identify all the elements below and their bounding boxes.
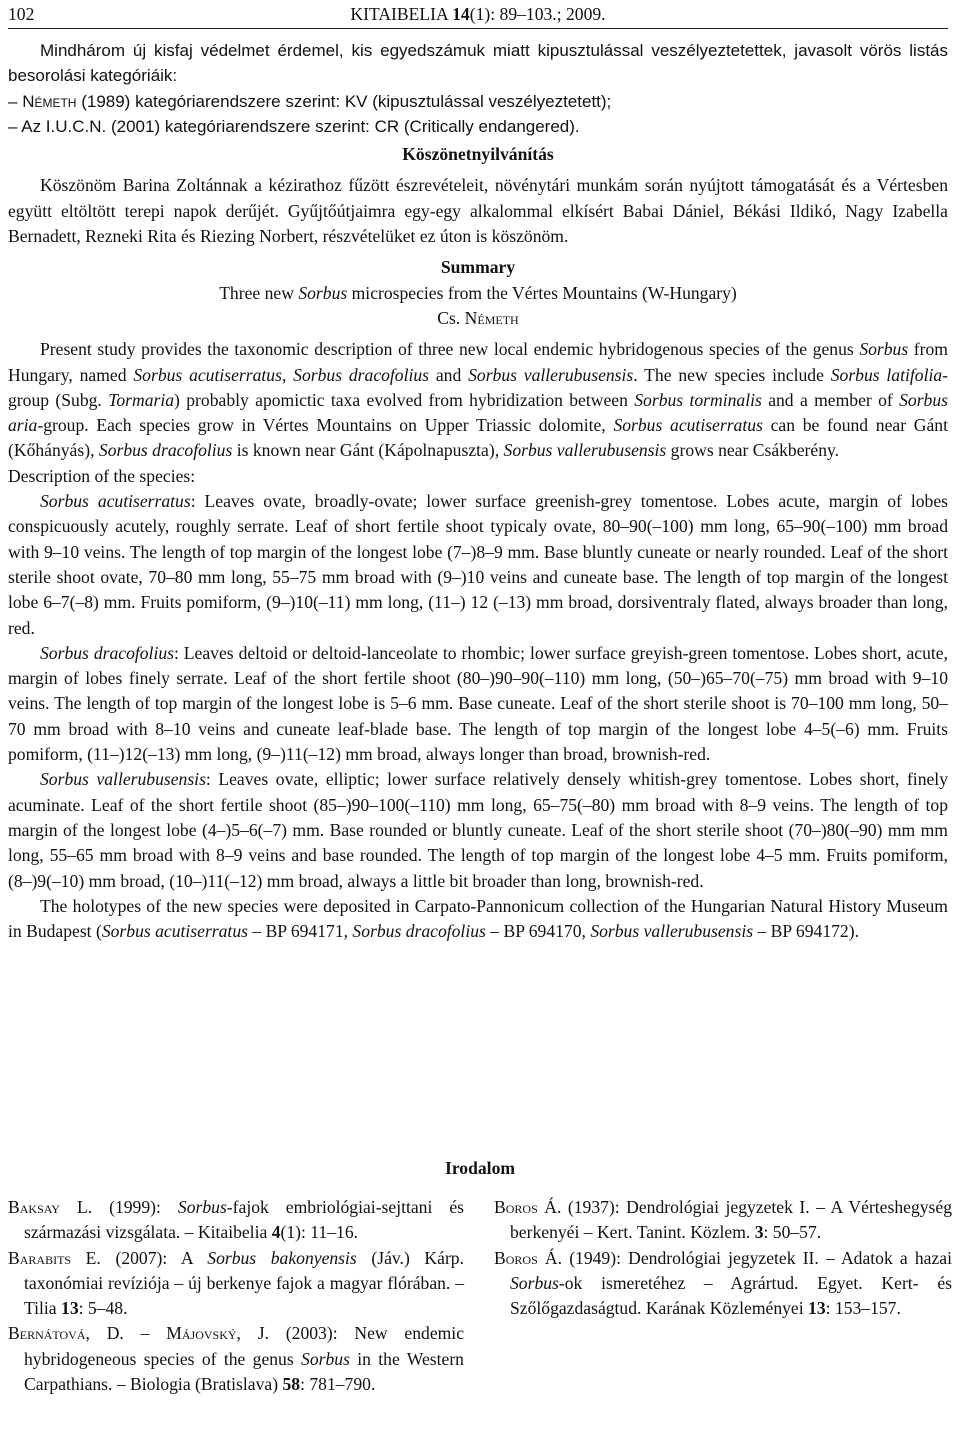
species-3-description: Sorbus vallerubusensis: Leaves ovate, elliptic; lower surface relatively densely whitish-grey tomentose. Lobes short, finely acuminate. Leaf of the short fertile shoot (85–)90–100(–110) mm long, 65–75(–80) mm broad with 8–9 veins. The length of top margin of the longest lobe (4–)5–6(–7) mm. Base rounded or bluntly cuneate. Leaf of the short sterile shoot (70–)80(–90) mm mm long, 55–65 mm broad with 8–9 veins and base rounded. The length of top margin of the longest lobe 4–5 mm. Fruits pomiform, (8–)9(–10) mm broad, (10–)11(–12) mm broad, always a little bit broader than long, brownish-red. bbox=[8, 769, 948, 891]
species-3-name: Sorbus vallerubusensis bbox=[40, 769, 206, 790]
journal-name: KITAIBELIA bbox=[350, 4, 448, 24]
holotypes-paragraph: The holotypes of the new species were deposited in Carpato-Pannonicum collection of the Hungarian Natural History Museum in Budapest (Sorbus acutiserratus – BP 694171, Sorbus dracofolius – BP 694170, Sorbus vallerubusensis – BP 694172). bbox=[8, 895, 948, 942]
summary-author bbox=[8, 306, 948, 331]
journal-volume: 14 bbox=[452, 4, 470, 24]
references-column-left bbox=[8, 1195, 464, 1397]
bullet-author: Németh bbox=[22, 91, 77, 111]
summary-subtitle bbox=[8, 281, 948, 306]
acknowledgements-text: Köszönöm Barina Zoltánnak a kézirathoz fűzött észrevételeit, növénytári munkám során nyújtott támogatását és a Vértesben együtt eltöltött terepi napok derűjét. Gyűjtőútjaimra egy-egy alkalommal elkísért Babai Dániel, Békási Ildikó, Nagy Izabella Bernadett, Rezneki Rita és Riezing Norbert, részvételüket ez úton is köszönöm. bbox=[8, 175, 948, 247]
running-header bbox=[8, 2, 948, 29]
reference-item: Barabits E. (2007): A Sorbus bakonyensis (Jáv.) Kárp. taxonómiai revíziója – új berkenye fajok a magyar flórában. – Tilia 13: 5–48. bbox=[8, 1247, 464, 1319]
reference-item: Baksay L. (1999): Sorbus-fajok embriológiai-sejttani és származási vizsgálata. – Kitaibelia 4(1): 11–16. bbox=[8, 1197, 465, 1243]
journal-issue: (1): 89–103.; 2009. bbox=[469, 4, 606, 24]
subtitle-post: microspecies from the Vértes Mountains (W-Hungary) bbox=[351, 282, 737, 303]
acknowledgements-heading: Köszönetnyilvánítás bbox=[402, 144, 554, 165]
author-surname: Németh bbox=[464, 307, 519, 328]
reference-item: Bernátová, D. – Májovský, J. (2003): New endemic hybridogeneous species of the genus Sorbus in the Western Carpathians. – Biologia (Bratislava) 58: 781–790. bbox=[8, 1323, 465, 1395]
bullet-2-text: Az I.U.C.N. (2001) kategóriarendszere szerint: CR (Critically endangered). bbox=[21, 116, 580, 136]
page-number: 102 bbox=[8, 4, 35, 24]
species-1-description: Sorbus acutiserratus: Leaves ovate, broadly-ovate; lower surface greenish-grey tomentose. Lobes acute, margin of lobes conspicuously acutely, roughly serrate. Leaf of short fertile shoot typicaly ovate, 80–90(–100) mm long, 65–90(–100) mm broad with 9–10 veins. The length of top margin of the longest lobe (7–)8–9 mm. Base bluntly cuneate or nearly rounded. Leaf of the short sterile shoot ovate, 70–80 mm long, 55–75 mm broad with (9–)10 veins and cuneate base. The length of top margin of the longest lobe 6–7(–8) mm. Fruits pomiform, (9–)10(–11) mm long, (11–) 12 (–13) mm broad, dorsiventraly flated, always broader than long, red. bbox=[8, 491, 948, 638]
redlist-bullet-2: – Az I.U.C.N. (2001) kategóriarendszere szerint: CR (Critically endangered). bbox=[8, 116, 580, 136]
redlist-bullet-1: – Németh (1989) kategóriarendszere szerint: KV (kipusztulással veszélyeztetett); bbox=[8, 91, 612, 111]
description-heading: Description of the species: bbox=[8, 465, 196, 486]
references-heading: Irodalom bbox=[444, 1158, 516, 1178]
author-initial: Cs. bbox=[437, 307, 461, 328]
references-column-right bbox=[494, 1195, 952, 1321]
article-body bbox=[8, 38, 948, 944]
reference-item: Boros Á. (1949): Dendrológiai jegyzetek II. – Adatok a hazai Sorbus-ok ismeretéhez – Agrártud. Egyet. Kert- és Szőlőgazdaságtud. Karának Közleményei 13: 153–157. bbox=[494, 1247, 952, 1319]
journal-citation bbox=[8, 2, 948, 27]
reference-item: Boros Á. (1937): Dendrológiai jegyzetek I. – A Vérteshegység berkenyéi – Kert. Tanint. Közlem. 3: 50–57. bbox=[494, 1197, 952, 1243]
summary-paragraph-1: Present study provides the taxonomic description of three new local endemic hybridogenous species of the genus Sorbus from Hungary, named Sorbus acutiserratus, Sorbus dracofolius and Sorbus vallerubusensis. The new species include Sorbus latifolia-group (Subg. Tormaria) probably apomictic taxa evolved from hybridization between Sorbus torminalis and a member of Sorbus aria-group. Each species grow in Vértes Mountains on Upper Triassic dolomite, Sorbus acutiserratus can be found near Gánt (Kőhányás), Sorbus dracofolius is known near Gánt (Kápolnapuszta), Sorbus vallerubusensis grows near Csákberény. bbox=[8, 339, 948, 461]
species-1-name: Sorbus acutiserratus bbox=[40, 491, 191, 512]
subtitle-pre: Three new bbox=[219, 282, 294, 303]
subtitle-genus: Sorbus bbox=[298, 282, 348, 303]
species-2-name: Sorbus dracofolius bbox=[40, 642, 174, 663]
bullet-1-text: (1989) kategóriarendszere szerint: KV (kipusztulással veszélyeztetett); bbox=[81, 91, 612, 111]
redlist-paragraph: Mindhárom új kisfaj védelmet érdemel, kis egyedszámuk miatt kipusztulással veszélyeztetettek, javasolt vörös listás besorolási kategóriáik: bbox=[8, 41, 948, 86]
species-2-description: Sorbus dracofolius: Leaves deltoid or deltoid-lanceolate to rhombic; lower surface greyish-green tomentose. Lobes short, acute, margin of lobes finely serrate. Leaf of the short fertile shoot (80–)90–90(–110) mm long, (50–)65–70(–75) mm broad with 9–10 veins. The length of top margin of the longest lobe is 5–6 mm. Base cuneate. Leaf of the short sterile shoot is 70–100 mm long, 50–70 mm broad with 8–10 veins and cuneate leaf-blade base. The length of top margin of the longest lobe 4–5(–6) mm. Fruits pomiform, (11–)12(–13) mm long, (9–)11(–12) mm broad, always longer than broad, brownish-red. bbox=[8, 642, 949, 765]
summary-heading: Summary bbox=[440, 257, 516, 278]
